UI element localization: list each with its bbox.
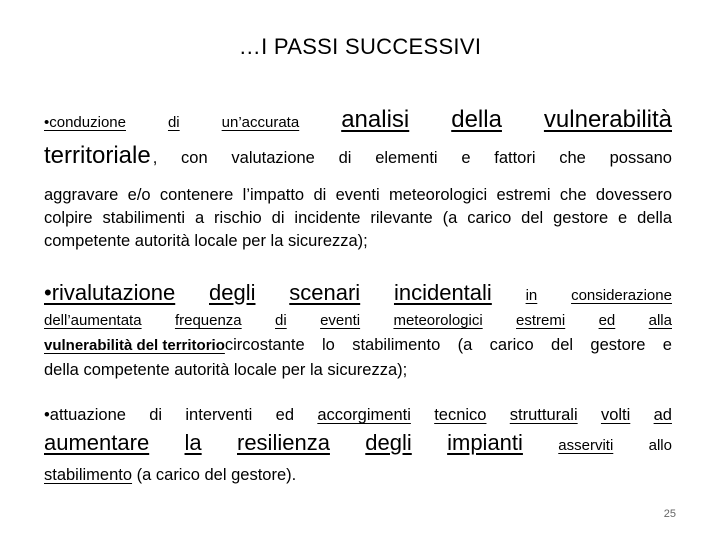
word: considerazione	[571, 287, 672, 304]
bullet-item-rivalutazione	[44, 280, 672, 382]
word: degli	[209, 280, 256, 305]
underlined-phrase: vulnerabilità del territorio	[44, 337, 225, 354]
word: analisi	[341, 106, 410, 133]
line-text: (a carico del gestore).	[132, 466, 297, 484]
word: della	[451, 106, 502, 133]
word: la	[184, 430, 202, 455]
word-large: territoriale	[44, 142, 151, 169]
word: alla	[648, 312, 672, 329]
paragraph-text: aggravare e/o contenere l’impatto di eventi meteorologici estremi che dovessero colpire stabilimenti a rischio di incidente rilevante (a carico del gestore e della competente autorità locale per la sicurezza);	[44, 186, 672, 250]
word: un’accurata	[221, 114, 300, 131]
underlined-phrase: stabilimento	[44, 466, 133, 484]
word: •rivalutazione	[44, 280, 176, 305]
word: asserviti	[558, 437, 614, 454]
word: di	[149, 406, 163, 424]
word: tecnico	[434, 406, 487, 424]
word: incidentali	[393, 280, 492, 305]
word: di	[167, 114, 180, 131]
word: meteorologici	[393, 312, 483, 329]
bullet-item-analisi	[44, 106, 672, 253]
word: resilienza	[237, 430, 330, 455]
word: interventi	[185, 406, 253, 424]
paragraph-text: della competente autorità locale per la sicurezza);	[44, 361, 408, 379]
word: frequenza	[174, 312, 242, 329]
line-text: circostante lo stabilimento (a carico del gestore e	[224, 336, 672, 354]
word: accorgimenti	[317, 406, 411, 424]
word: in	[525, 287, 538, 304]
word: scenari	[289, 280, 361, 305]
word: dell’aumentata	[44, 312, 142, 329]
word: degli	[365, 430, 412, 455]
word: volti	[600, 406, 631, 424]
word: impianti	[447, 430, 523, 455]
word: •conduzione	[44, 114, 126, 131]
slide-title: …I PASSI SUCCESSIVI	[238, 34, 482, 59]
word: eventi	[320, 312, 361, 329]
word: di	[275, 312, 287, 329]
word: strutturali	[509, 406, 578, 424]
word: estremi	[516, 312, 566, 329]
word: ed	[275, 406, 295, 424]
word: ad	[653, 406, 672, 424]
word: allo	[648, 437, 672, 454]
line-text: , con valutazione di elementi e fattori che possano	[152, 149, 672, 167]
word: ed	[598, 312, 616, 329]
page-number: 25	[663, 508, 676, 520]
word: •attuazione	[44, 406, 126, 424]
word: aumentare	[44, 430, 150, 455]
word: vulnerabilità	[543, 106, 672, 133]
bullet-item-attuazione	[44, 406, 672, 487]
